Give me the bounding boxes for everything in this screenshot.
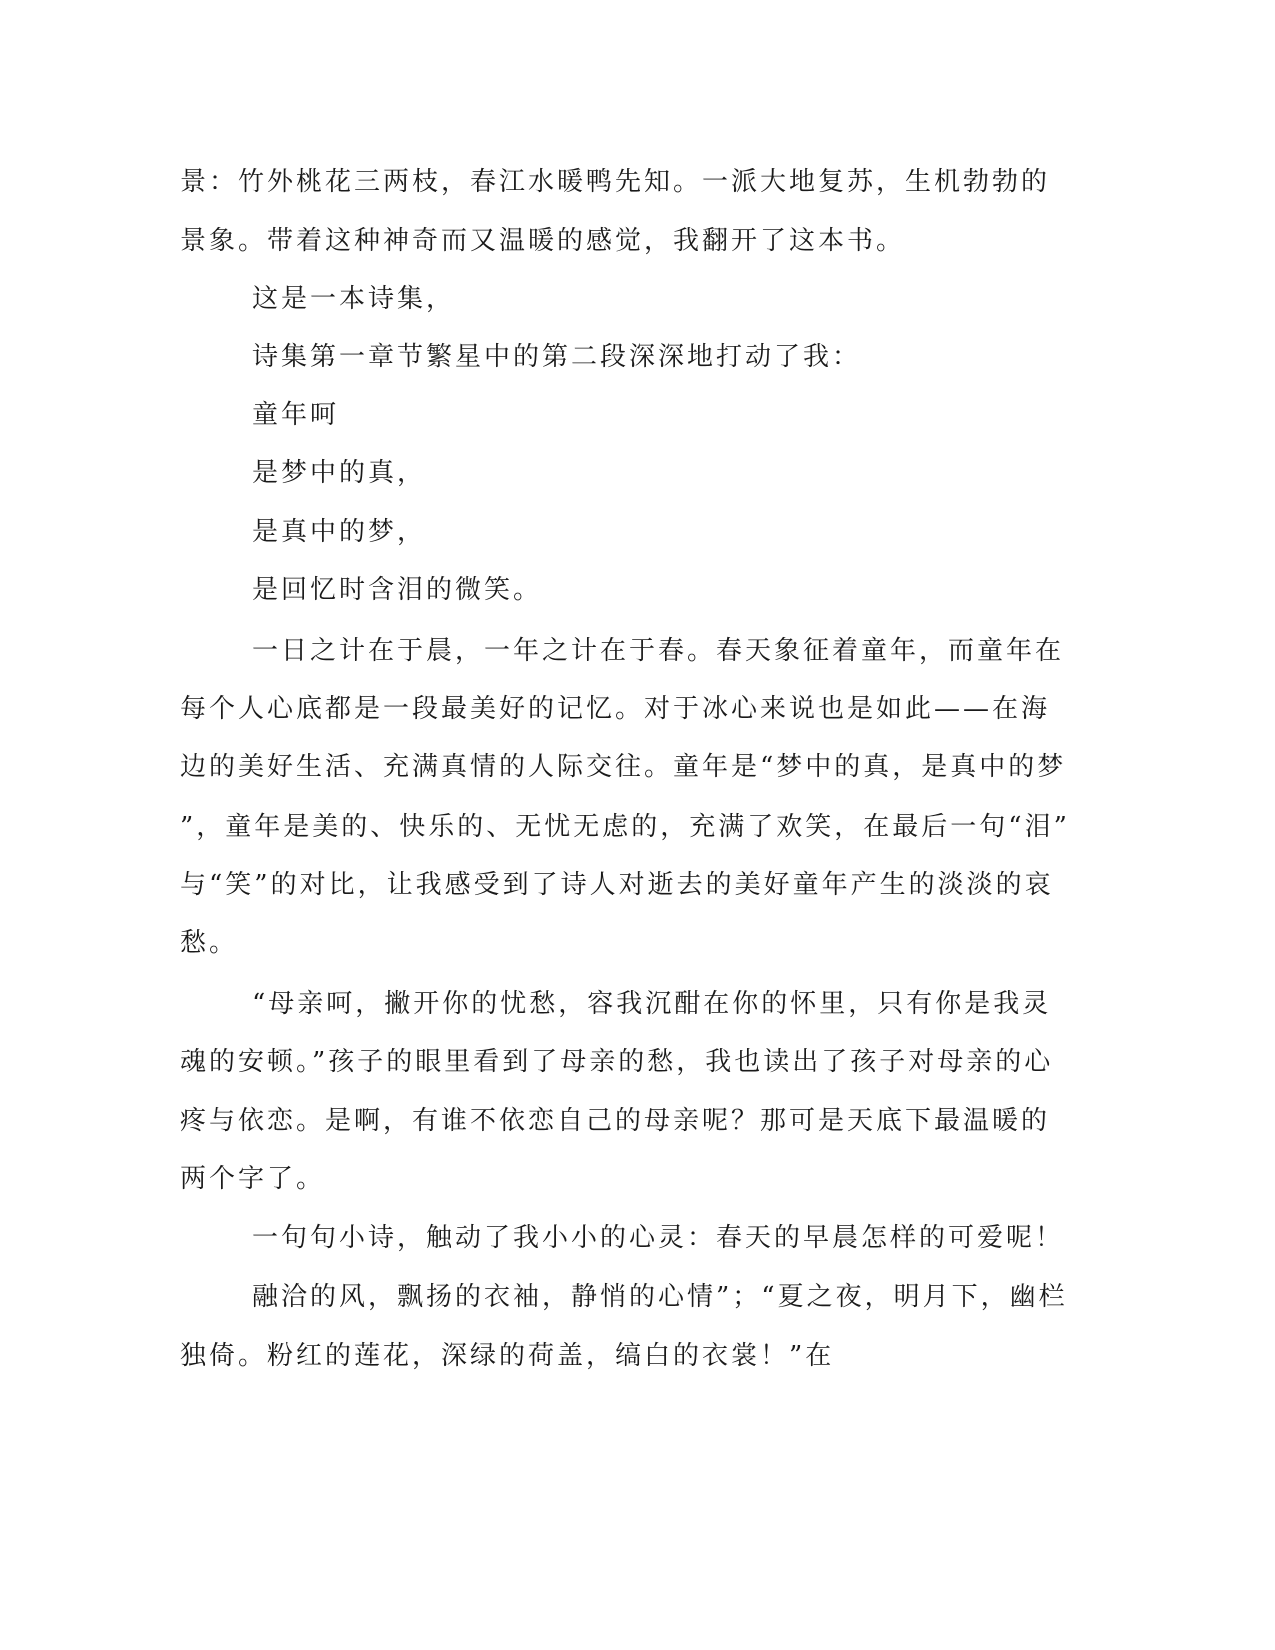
text-line: 景：竹外桃花三两枝，春江水暖鸭先知。一派大地复苏，生机勃勃的 (180, 167, 1051, 197)
text-line: 景象。带着这种神奇而又温暖的感觉，我翻开了这本书。 (180, 226, 906, 256)
text-line: 边的美好生活、充满真情的人际交往。童年是“梦中的真，是真中的梦 (180, 752, 1067, 782)
text-line: 一句句小诗，触动了我小小的心灵：春天的早晨怎样的可爱呢！ (252, 1223, 1065, 1253)
text-line: 每个人心底都是一段最美好的记忆。对于冰心来说也是如此——在海 (180, 694, 1051, 724)
text-line: 与“笑”的对比，让我感受到了诗人对逝去的美好童年产生的淡淡的哀 (180, 870, 1054, 900)
text-line: 是真中的梦， (252, 517, 427, 547)
text-line: 是梦中的真， (252, 458, 427, 488)
text-line: 童年呵 (252, 400, 340, 430)
text-line: 疼与依恋。是啊，有谁不依恋自己的母亲呢？那可是天底下最温暖的 (180, 1106, 1051, 1136)
text-line: 一日之计在于晨，一年之计在于春。春天象征着童年，而童年在 (252, 636, 1065, 666)
text-line: 独倚。粉红的莲花，深绿的荷盖，缟白的衣裳！”在 (180, 1341, 835, 1371)
text-line: ”，童年是美的、快乐的、无忧无虑的，充满了欢笑，在最后一句“泪” (180, 812, 1070, 842)
text-line: 诗集第一章节繁星中的第二段深深地打动了我： (252, 342, 862, 372)
text-line: “母亲呵，撇开你的忧愁，容我沉酣在你的怀里，只有你是我灵 (252, 989, 1052, 1019)
text-line: 融洽的风，飘扬的衣袖，静悄的心情”；“夏之夜，明月下，幽栏 (252, 1282, 1068, 1312)
text-line: 是回忆时含泪的微笑。 (252, 575, 543, 605)
text-line: 这是一本诗集， (252, 284, 456, 314)
text-line: 两个字了。 (180, 1164, 326, 1194)
text-line: 愁。 (180, 928, 239, 958)
text-line: 魂的安顿。”孩子的眼里看到了母亲的愁，我也读出了孩子对母亲的心 (180, 1047, 1054, 1077)
